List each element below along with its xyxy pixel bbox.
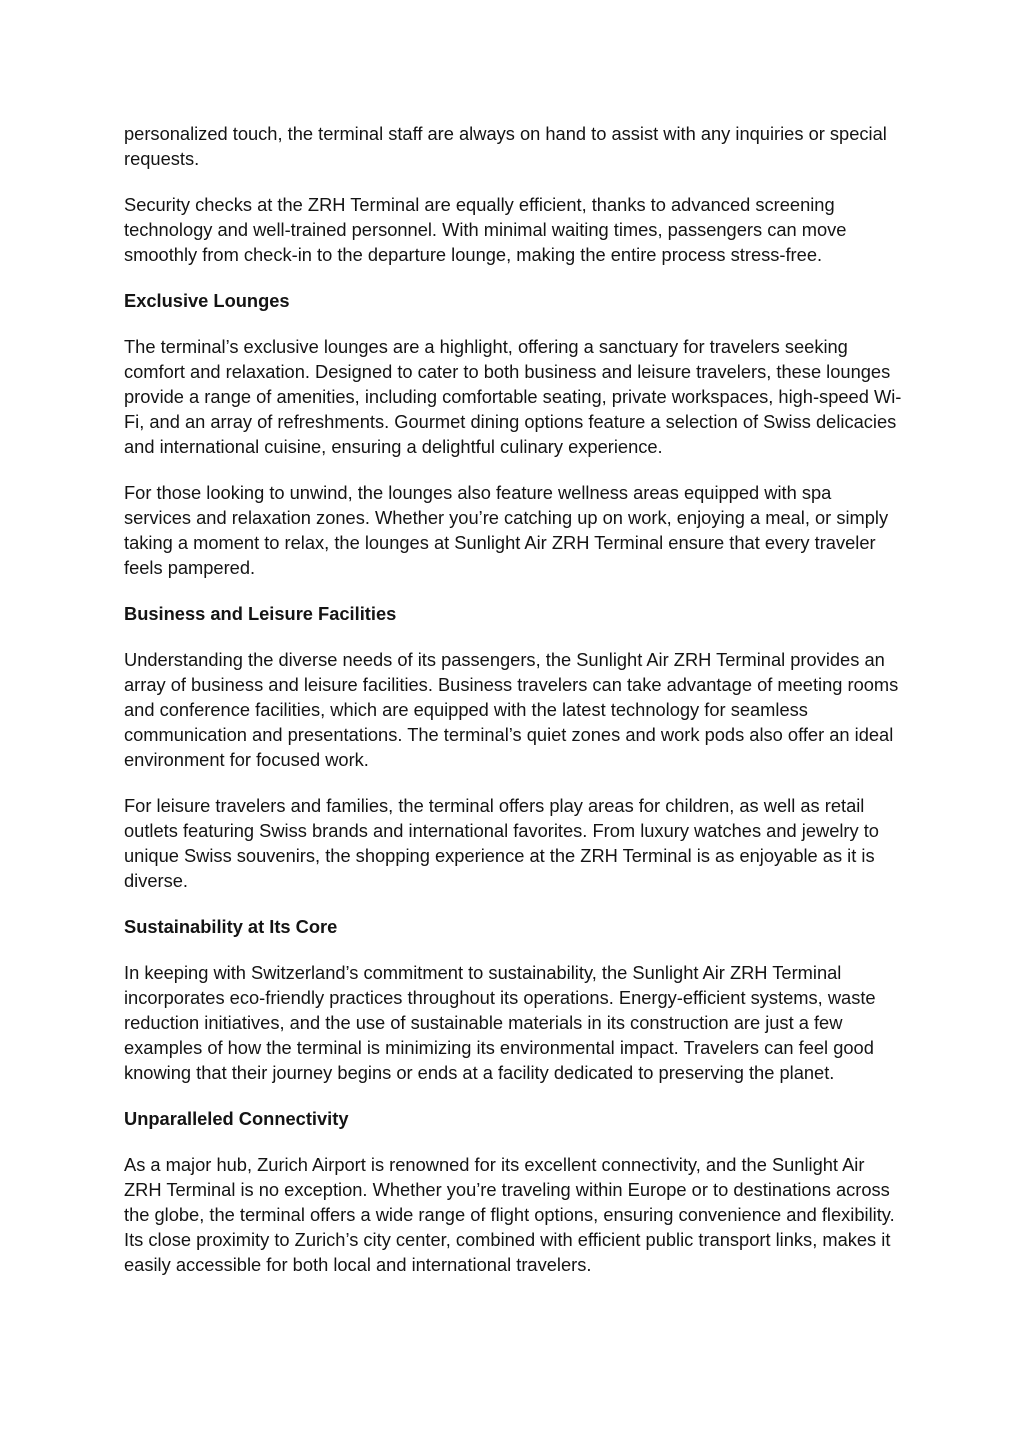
paragraph-business-facilities: Understanding the diverse needs of its passengers, the Sunlight Air ZRH Terminal provides an array of business and leisure facilities. Business travelers can take advantage of meeting rooms and conference facilities, which are equipped with the latest technology for seamless communication and presentations. The terminal’s quiet zones and work pods also offer an ideal environment for focused work. bbox=[124, 649, 899, 770]
paragraph-wellness-areas: For those looking to unwind, the lounges also feature wellness areas equipped with spa services and relaxation zones. Whether you’re catching up on work, enjoying a meal, or simply taking a moment to relax, the lounges at Sunlight Air ZRH Terminal ensure that every traveler feels pampered. bbox=[124, 482, 889, 578]
paragraph-personalized-touch: personalized touch, the terminal staff are always on hand to assist with any inquiries or special requests. bbox=[124, 123, 887, 169]
paragraph-sustainability: In keeping with Switzerland’s commitment to sustainability, the Sunlight Air ZRH Terminal incorporates eco-friendly practices throughout its operations. Energy-efficient systems, waste reduction initiatives, and the use of sustainable materials in its construction are just a few examples of how the terminal is minimizing its environmental impact. Travelers can feel good knowing that their journey begins or ends at a facility dedicated to preserving the planet. bbox=[124, 962, 876, 1083]
heading-business-leisure-facilities: Business and Leisure Facilities bbox=[124, 603, 397, 624]
heading-exclusive-lounges: Exclusive Lounges bbox=[124, 290, 290, 311]
heading-sustainability: Sustainability at Its Core bbox=[124, 916, 338, 937]
paragraph-security-checks: Security checks at the ZRH Terminal are equally efficient, thanks to advanced screening technology and well-trained personnel. With minimal waiting times, passengers can move smoothly from check-in to the departure lounge, making the entire process stress-free. bbox=[124, 194, 847, 265]
heading-connectivity: Unparalleled Connectivity bbox=[124, 1108, 349, 1129]
paragraph-leisure-facilities: For leisure travelers and families, the terminal offers play areas for children, as well as retail outlets featuring Swiss brands and international favorites. From luxury watches and jewelry to unique Swiss souvenirs, the shopping experience at the ZRH Terminal is as enjoyable as it is diverse. bbox=[124, 795, 879, 891]
paragraph-connectivity: As a major hub, Zurich Airport is renowned for its excellent connectivity, and the Sunlight Air ZRH Terminal is no exception. Whether you’re traveling within Europe or to destinations across the globe, the terminal offers a wide range of flight options, ensuring convenience and flexibility. Its close proximity to Zurich’s city center, combined with efficient public transport links, makes it easily accessible for both local and international travelers. bbox=[124, 1154, 895, 1275]
document-page bbox=[124, 121, 902, 1298]
paragraph-exclusive-lounges: The terminal’s exclusive lounges are a highlight, offering a sanctuary for travelers seeking comfort and relaxation. Designed to cater to both business and leisure travelers, these lounges provide a range of amenities, including comfortable seating, private workspaces, high-speed Wi-Fi, and an array of refreshments. Gourmet dining options feature a selection of Swiss delicacies and international cuisine, ensuring a delightful culinary experience. bbox=[124, 336, 902, 457]
